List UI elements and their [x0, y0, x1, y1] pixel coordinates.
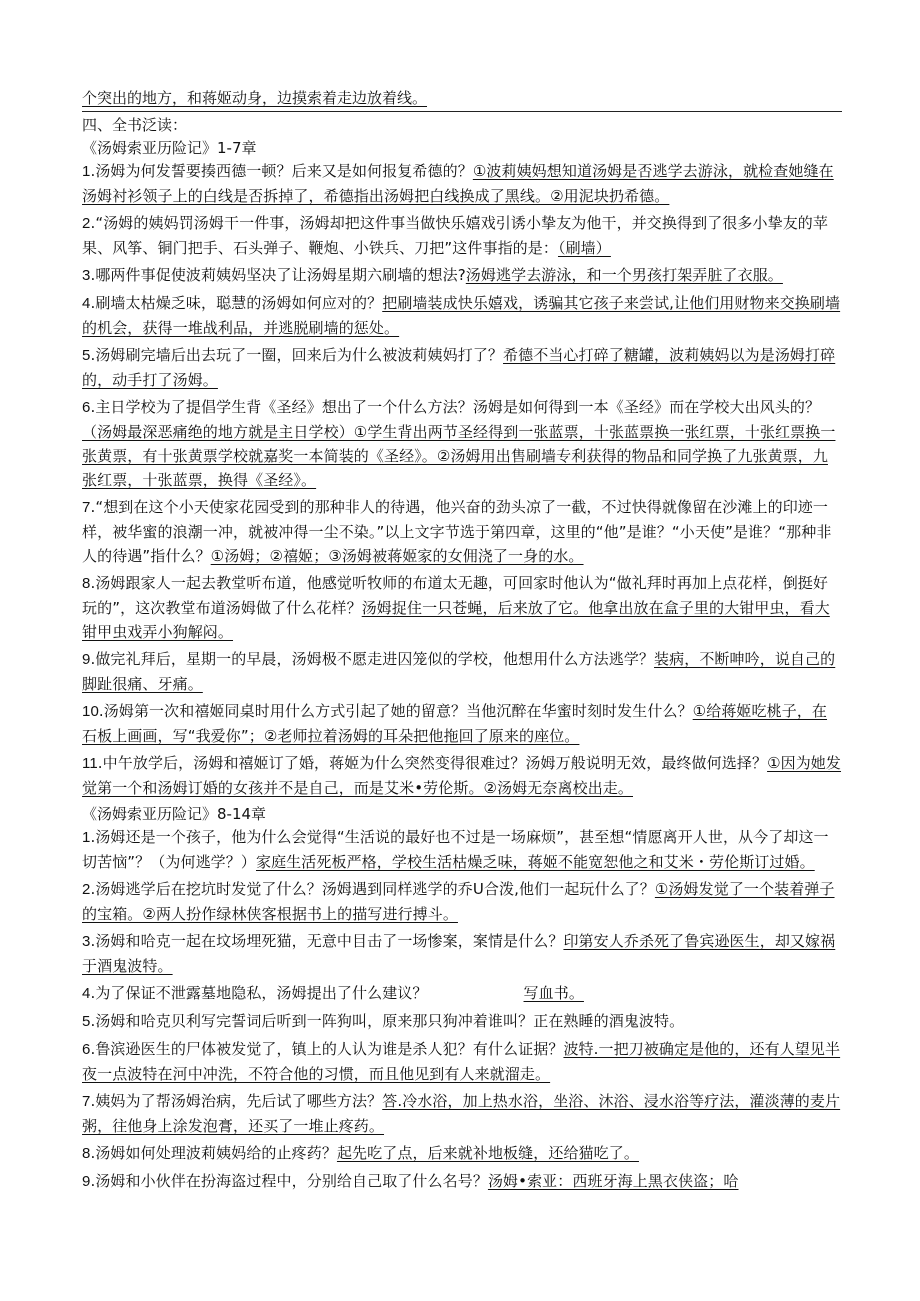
question-number: 2	[82, 215, 91, 232]
question-text: .哪两件事促使波莉姨妈坚决了让汤姆星期六刷墙的想法?	[90, 266, 466, 284]
question-number: 5	[82, 347, 91, 364]
question-item	[82, 1141, 842, 1166]
question-item	[82, 751, 842, 800]
question-text: .汤姆和小伙伴在扮海盗过程中，分别给自己取了什么名号？	[90, 1172, 488, 1190]
question-number: 8	[82, 1145, 91, 1162]
question-text: .做完礼拜后，星期一的早晨，汤姆极不愿走进囚笼似的学校，他想用什么方法逃学？	[90, 650, 655, 668]
question-text: .刷墙太枯燥乏味，聪慧的汤姆如何应对的？	[90, 294, 383, 312]
answer-text: 写血书。	[523, 984, 584, 1002]
section-title: 四、全书泛读：	[82, 116, 188, 134]
question-item	[82, 395, 842, 492]
part1-title: 《汤姆索亚历险记》1-7章	[82, 139, 257, 157]
question-text: .汤姆刷完墙后出去玩了一圈，回来后为什么被波莉姨妈打了？	[90, 346, 504, 364]
question-number: 3	[82, 933, 91, 950]
question-number: 3	[82, 267, 91, 284]
answer-text: ①汤姆发觉了一个装着弹子的宝箱。②两人扮作绿林侠客根据书上的描写进行搏斗。	[82, 880, 835, 923]
question-item	[82, 211, 842, 260]
part2-title: 《汤姆索亚历险记》8-14章	[82, 805, 267, 823]
question-number: 4	[82, 295, 91, 312]
document-page	[82, 86, 842, 1197]
question-item	[82, 981, 842, 1006]
question-number: 8	[82, 575, 91, 592]
answer-text: 起先吃了点，后来就补地板缝，还给猫吃了。	[336, 1144, 639, 1162]
question-item	[82, 159, 842, 208]
question-number: 5	[82, 1013, 91, 1030]
question-text: .汤姆和哈克一起在坟场埋死猫，无意中目击了一场惨案，案情是什么？	[90, 932, 564, 950]
question-item	[82, 929, 842, 978]
answer-text: 家庭生活死板严格，学校生活枯燥乏味，蒋姬不能宽恕他之和艾米・劳伦斯订过婚。	[255, 853, 815, 871]
question-text: .汤姆逃学后在挖坑时发觉了什么？汤姆遇到同样逃学的乔U合泼,他们一起玩什么了？	[90, 880, 655, 898]
answer-text: 印第安人乔杀死了鲁宾逊医生，却又嫁祸于酒鬼波特。	[82, 932, 836, 975]
question-text: .中午放学后，汤姆和禧姬订了婚，蒋姬为什么突然变得很难过？汤姆万般说明无效，最终做何选择？	[97, 754, 768, 772]
question-number: 11	[82, 755, 98, 772]
question-number: 9	[82, 651, 91, 668]
answer-text: （刷墙）	[557, 239, 611, 257]
answer-text: 波特.一把刀被确定是他的，还有人望见半夜一点波特在河中冲洗，不符合他的习惯，而且他见到有人来就溜走。	[82, 1040, 841, 1083]
question-text: .汤姆还是一个孩子，他为什么会觉得“生活说的最好也不过是一场麻烦”，甚至想“情愿离开人世，从今了却这一切苦恼”？（为何逃学？）	[82, 828, 829, 871]
answer-text: ①汤姆；②禧姬；③汤姆被蒋姬家的女佣浇了一身的水。	[210, 547, 584, 565]
question-number: 4	[82, 985, 91, 1002]
question-number: 6	[82, 1041, 91, 1058]
question-number: 9	[82, 1173, 91, 1190]
question-number: 1	[82, 163, 91, 180]
answer-text: 装病，不断呻吟，说自己的脚趾很痛、牙痛。	[82, 650, 836, 693]
question-item	[82, 263, 842, 288]
question-item	[82, 647, 842, 696]
question-text: .为了保证不泄露墓地隐私，汤姆提出了什么建议？	[90, 984, 428, 1002]
continued-answer-line: 个突出的地方，和蒋姬动身，边摸索着走边放着线。	[82, 86, 842, 112]
question-item	[82, 825, 842, 874]
answer-text: （汤姆最深恶痛绝的地方就是主日学校）①学生背出两节圣经得到一张蓝票，十张蓝票换一张红票，十张红票换一张黄票，有十张黄票学校就嘉奖一本简装的《圣经》。②汤姆用出售刷墙专利获得的物品和同学换了九张黄票，九张红票，十张蓝票，换得《圣经》。	[82, 423, 836, 489]
answer-text: 答.冷水浴，加上热水浴，坐浴、沐浴、浸水浴等疗法，灌淡薄的麦片粥，往他身上涂发泡膏，还买了一堆止疼药。	[82, 1092, 841, 1135]
answer-text: 把刷墙装成快乐嬉戏，诱骗其它孩子来尝试,让他们用财物来交换刷墙的机会，获得一堆战利品，并逃脱刷墙的惩处。	[82, 294, 841, 337]
answer-text: 汤姆•索亚：西班牙海上黑衣侠盗；哈	[487, 1172, 739, 1190]
question-text: .“汤姆的姨妈罚汤姆干一件事，汤姆却把这件事当做快乐嬉戏引诱小挚友为他干，并交换得到了很多小挚友的苹果、风筝、铜门把手、石头弹子、鞭炮、小铁兵、刀把”这件事指的是：	[82, 214, 828, 257]
answer-text: ①给蒋姬吃桃子，在石板上画画，写“我爱你”；②老师拉着汤姆的耳朵把他拖回了原来的座位。	[82, 702, 828, 745]
question-item	[82, 1009, 842, 1034]
question-text: .汤姆和哈克贝利写完誓词后听到一阵狗叫，原来那只狗冲着谁叫？正在熟睡的酒鬼波特。	[90, 1012, 685, 1030]
question-number: 7	[82, 1093, 91, 1110]
answer-text: ①波莉姨妈想知道汤姆是否逃学去游泳，就检查她缝在汤姆衬衫领子上的白线是否拆掉了，希德指出汤姆把白线换成了黑线。②用泥块扔希德。	[82, 162, 834, 205]
answer-text: ①因为她发觉第一个和汤姆订婚的女孩并不是自己，而是艾米•劳伦斯。②汤姆无奈离校出走。	[82, 754, 842, 797]
question-number: 2	[82, 881, 91, 898]
question-item	[82, 495, 842, 568]
question-item	[82, 571, 842, 644]
answer-text: 汤姆逃学去游泳，和一个男孩打架弄脏了衣服。	[465, 266, 783, 284]
answer-text: 希德不当心打碎了糖罐，波莉姨妈以为是汤姆打碎的，动手打了汤姆。	[82, 346, 836, 389]
question-number: 7	[82, 499, 91, 516]
question-text: .鲁滨逊医生的尸体被发觉了，镇上的人认为谁是杀人犯？有什么证据？	[90, 1040, 564, 1058]
question-item	[82, 877, 842, 926]
question-text: .汤姆跟家人一起去教堂听布道，他感觉听牧师的布道太无趣，可回家时他认为“做礼拜时再加上点花样，倒挺好玩的”，这次教堂布道汤姆做了什么花样？	[82, 574, 828, 617]
question-item	[82, 699, 842, 748]
question-text: .“想到在这个小天使家花园受到的那种非人的待遇，他兴奋的劲头凉了一截，不过快得就像留在沙滩上的印迹一样，被华蜜的浪潮一冲，就被冲得一尘不染。”以上文字节选于第四章，这里的“他”是谁？“小天使”是谁？“那种非人的待遇”指什么？	[82, 498, 832, 565]
question-number: 1	[82, 829, 91, 846]
part1-questions	[82, 159, 842, 800]
question-text: .汤姆第一次和禧姬同桌时用什么方式引起了她的留意？当他沉醉在华蜜时刻时发生什么？	[98, 702, 693, 720]
question-text: .主日学校为了提倡学生背《圣经》想出了一个什么方法？汤姆是如何得到一本《圣经》而在学校大出风头的？	[90, 398, 821, 416]
question-text: .汤姆为何发誓要揍西德一顿？后来又是如何报复希德的？	[90, 162, 473, 180]
question-item	[82, 291, 842, 340]
question-item	[82, 343, 842, 392]
question-number: 6	[82, 399, 91, 416]
question-item	[82, 1169, 842, 1194]
question-item	[82, 1089, 842, 1138]
answer-text: 汤姆捉住一只苍蝇，后来放了它。他拿出放在盒子里的大钳甲虫，看大钳甲虫戏弄小狗解闷。	[82, 599, 830, 641]
question-text: .姨妈为了帮汤姆治病，先后试了哪些方法？	[90, 1092, 383, 1110]
question-item	[82, 1037, 842, 1086]
question-number: 10	[82, 703, 99, 720]
part2-questions	[82, 825, 842, 1194]
question-text: .汤姆如何处理波莉姨妈给的止疼药？	[90, 1144, 337, 1162]
